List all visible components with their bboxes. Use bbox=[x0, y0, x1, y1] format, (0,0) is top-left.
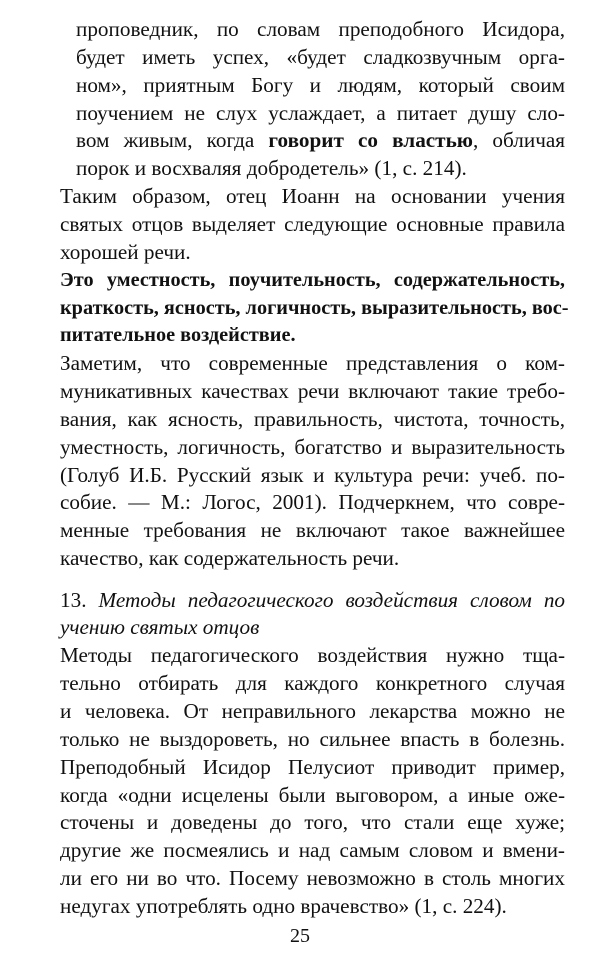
paragraph-line: когда «одни исцелены были выговором, а иные оже- bbox=[60, 783, 565, 807]
section-title: Методы педагогического воздействия словом по bbox=[98, 588, 566, 612]
paragraph-line: вания, как ясность, правильность, чистота, точность, bbox=[60, 407, 565, 431]
paragraph-line: святых отцов выделяет следующие основные правила bbox=[60, 212, 565, 236]
paragraph-line: другие же посмеялись и над самым словом и вмени- bbox=[60, 838, 565, 862]
bold-line: питательное воздействие. bbox=[60, 324, 296, 346]
paragraph-line: недугах употреблять одно врачевство» (1, с. 224). bbox=[60, 894, 507, 918]
paragraph-line bbox=[60, 183, 565, 210]
paragraph-line: собие. — М.: Логос, 2001). Подчеркнем, что совре- bbox=[60, 490, 565, 514]
quote-line: поучением не слух услаждает, а питает душу сло- bbox=[76, 101, 565, 125]
paragraph-line: (Голуб И.Б. Русский язык и культура речи: учеб. по- bbox=[60, 463, 565, 487]
paragraph-line: уместность, логичность, богатство и выразительность bbox=[60, 435, 565, 459]
page-number: 25 bbox=[290, 925, 310, 947]
paragraph-line: ли его ни во что. Посему невозможно в столь многих bbox=[60, 866, 565, 890]
quote-line bbox=[76, 127, 565, 154]
section-number: 13. bbox=[60, 588, 87, 612]
section-heading bbox=[60, 587, 565, 614]
quote-line: порок и восхваляя добродетель» (1, с. 214). bbox=[76, 156, 467, 180]
quote-text: вом живым, когда bbox=[76, 128, 269, 152]
quote-line: будет иметь успех, «будет сладкозвучным орга- bbox=[76, 45, 565, 69]
bold-line: краткость, ясность, логичность, выразительность, вос- bbox=[60, 297, 569, 319]
paragraph-line: тельно отбирать для каждого конкретного случая bbox=[60, 671, 565, 695]
paragraph-line: менные требования не включают такое важнейшее bbox=[60, 518, 565, 542]
paragraph-line: и человека. От неправильного лекарства можно не bbox=[60, 699, 565, 723]
paragraph-line: Преподобный Исидор Пелусиот приводит пример, bbox=[60, 755, 565, 779]
quote-emphasis: говорит со властью bbox=[268, 128, 473, 152]
paragraph-text: Таким образом, отец Иоанн на основании учения bbox=[60, 184, 565, 208]
quote-line: проповедник, по словам преподобного Исидора, bbox=[76, 17, 565, 41]
bold-line: Это уместность, поучительность, содержательность, bbox=[60, 269, 565, 291]
quote-text: , обличая bbox=[473, 128, 565, 152]
paragraph-line: Заметим, что современные представления о ком- bbox=[60, 351, 565, 375]
section-title-line: учению святых отцов bbox=[60, 615, 260, 639]
paragraph-line: хорошей речи. bbox=[60, 240, 191, 264]
paragraph-line: качество, как содержательность речи. bbox=[60, 546, 400, 570]
paragraph-line: Методы педагогического воздействия нужно тща- bbox=[60, 643, 565, 667]
quote-line: ном», приятным Богу и людям, который своим bbox=[76, 73, 565, 97]
paragraph-line: муникативных качествах речи включают такие требо- bbox=[60, 379, 565, 403]
paragraph-line: сточены и доведены до того, что стали еще хуже; bbox=[60, 810, 565, 834]
paragraph-line: только не выздороветь, но сильнее впасть в болезнь. bbox=[60, 727, 565, 751]
